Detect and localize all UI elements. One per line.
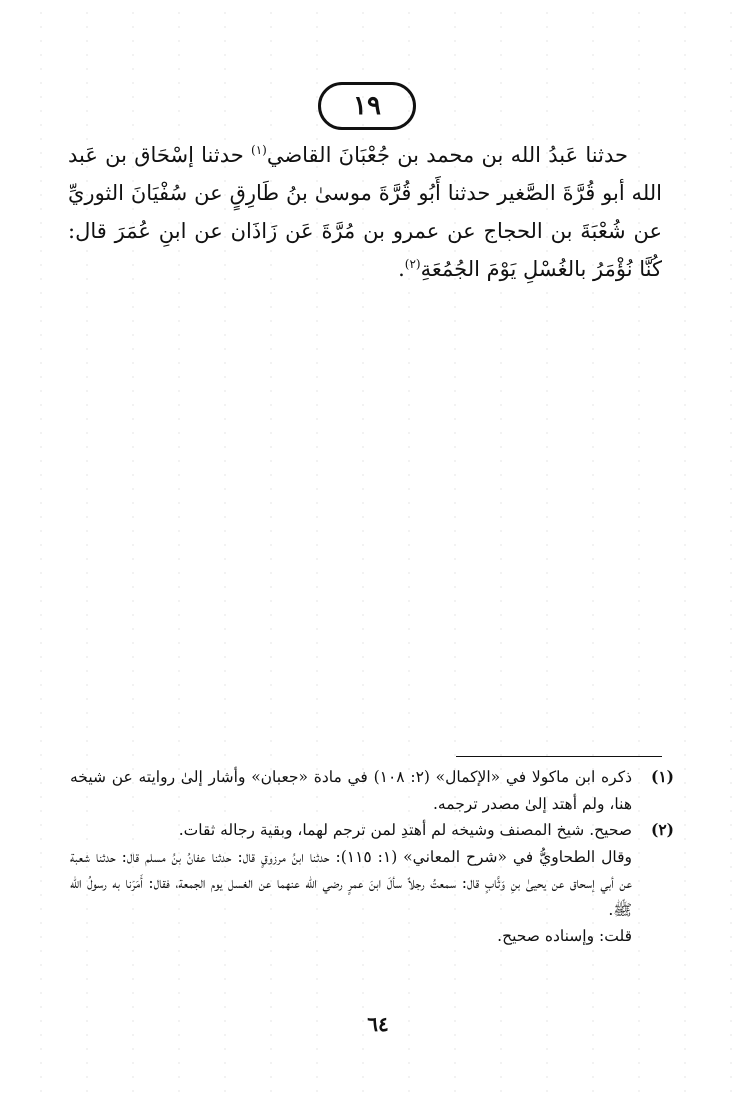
- hadith-number: ١٩: [353, 91, 381, 121]
- footnote-marker-2: (٢): [404, 257, 421, 271]
- page-number: ٦٤: [367, 1012, 389, 1036]
- footnote-separator: [456, 756, 662, 757]
- footnote-line: وقال الطحاويُّ في «شرح المعاني» (١: ١١٥): حدثنا ابنُ مرزوقٍ قال: حدثنا عفانُ بنُ مسلم قال: حدثنا شعبة عن أبي إسحاق عن يحيىٰ بنِ وَثَّابٍ قال: سمعتُ رجلاً سألَ ابنَ عمرٍ رضي الله عنهما عن الغسل يوم الجمعة، فقال: أَمَرَنا به رسولُ الله ﷺ.: [70, 847, 632, 919]
- footnote-line: قلت: وإسناده صحيح.: [497, 927, 632, 945]
- hadith-text-part-1: حدثنا عَبدُ الله بن محمد بن جُعْبَانَ القاضي: [266, 143, 628, 167]
- footnotes: [70, 764, 674, 950]
- footnote-line: ذكره ابن ماكولا في «الإكمال» (٢: ١٠٨) في مادة «جعبان» وأشار إلىٰ روايته عن شيخه هنا، ولم أهتد إلىٰ مصدر ترجمه.: [70, 768, 632, 813]
- footnote-number: (١): [650, 767, 674, 786]
- footnote-marker-1: (١): [251, 143, 267, 157]
- footnote-body: [70, 817, 632, 950]
- footnote-line: صحيح. شيخ المصنف وشيخه لم أهتدِ لمن ترجم لهما، وبقية رجاله ثقات.: [178, 821, 632, 839]
- hadith-text: [68, 136, 662, 288]
- hadith-text-end: .: [398, 257, 405, 281]
- footnote-1: [70, 764, 674, 817]
- hadith-text-part-2: حدثنا إسْحَاق بن عَبد الله أبو قُرَّةَ الصَّغير حدثنا أَبُو قُرَّةَ موسىٰ بنُ طَارِقٍ عن سُفْيَانَ الثوريِّ عن شُعْبَةَ بن الحجاج عن عمرو بن مُرَّةَ عَن زَاذَان عن ابنِ عُمَرَ قال: كُنَّا نُؤْمَرُ بالغُسْلِ يَوْمَ الجُمُعَةِ: [68, 143, 662, 281]
- hadith-number-badge: [318, 82, 416, 130]
- hadith-paragraph: [68, 136, 662, 288]
- footnote-2: [70, 817, 674, 950]
- footnote-number: (٢): [650, 820, 674, 839]
- footnote-body: [70, 764, 632, 817]
